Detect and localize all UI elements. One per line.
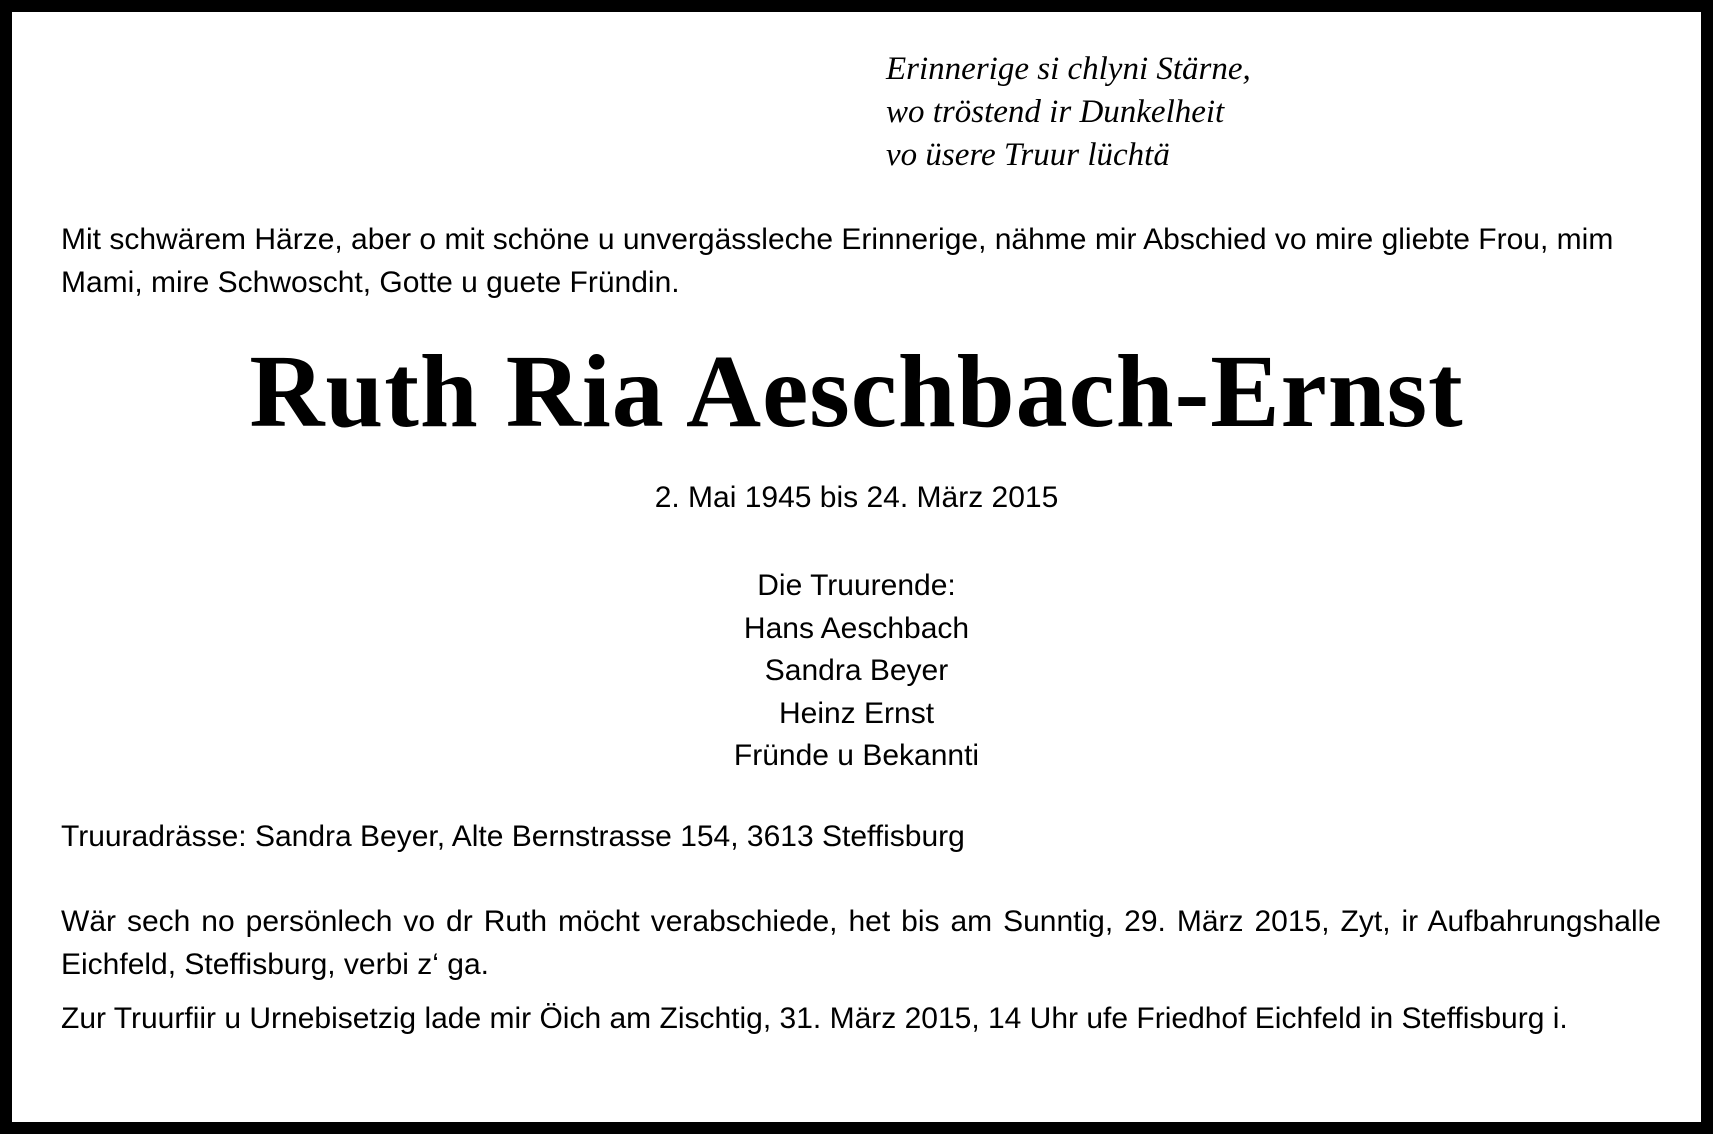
- mourners-list: [12, 565, 1701, 778]
- life-dates: 2. Mai 1945 bis 24. März 2015: [654, 481, 1059, 514]
- mourners-heading: Die Truurende:: [757, 569, 956, 602]
- mourner-name: Fründe u Bekannti: [733, 739, 980, 772]
- verse-line-2: wo tröstend ir Dunkelheit: [886, 94, 1225, 130]
- deceased-name: Ruth Ria Aeschbach-Ernst: [249, 334, 1464, 449]
- farewell-paragraph: Wär sech no persönlech vo dr Ruth möcht verabschiede, het bis am Sunntig, 29. März 2015, Zyt, ir Aufbahrungshalle Eichfeld, Steffisburg, verbi z‘ ga.: [61, 905, 1661, 981]
- verse-line-1: Erinnerige si chlyni Stärne,: [886, 51, 1251, 87]
- mourner-name: Sandra Beyer: [764, 654, 949, 687]
- mourner-name: Heinz Ernst: [778, 696, 935, 730]
- service-paragraph: Zur Truurfiir u Urnebisetzig lade mir Öich am Zischtig, 31. März 2015, 14 Uhr ufe Friedhof Eichfeld in Steffisburg i.: [61, 1002, 1568, 1035]
- mourning-address: Truuradrässe: Sandra Beyer, Alte Bernstrasse 154, 3613 Steffisburg: [61, 820, 965, 853]
- obituary-notice: [12, 12, 1701, 1122]
- mourner-name: Hans Aeschbach: [743, 611, 970, 645]
- intro-text: Mit schwärem Härze, aber o mit schöne u unvergässleche Erinnerige, nähme mir Abschied vo mire gliebte Frou, mim Mami, mire Schwoscht, Gotte u guete Fründin.: [61, 223, 1614, 299]
- verse-line-3: vo üsere Truur lüchtä: [886, 137, 1170, 173]
- memorial-verse: [886, 48, 1251, 177]
